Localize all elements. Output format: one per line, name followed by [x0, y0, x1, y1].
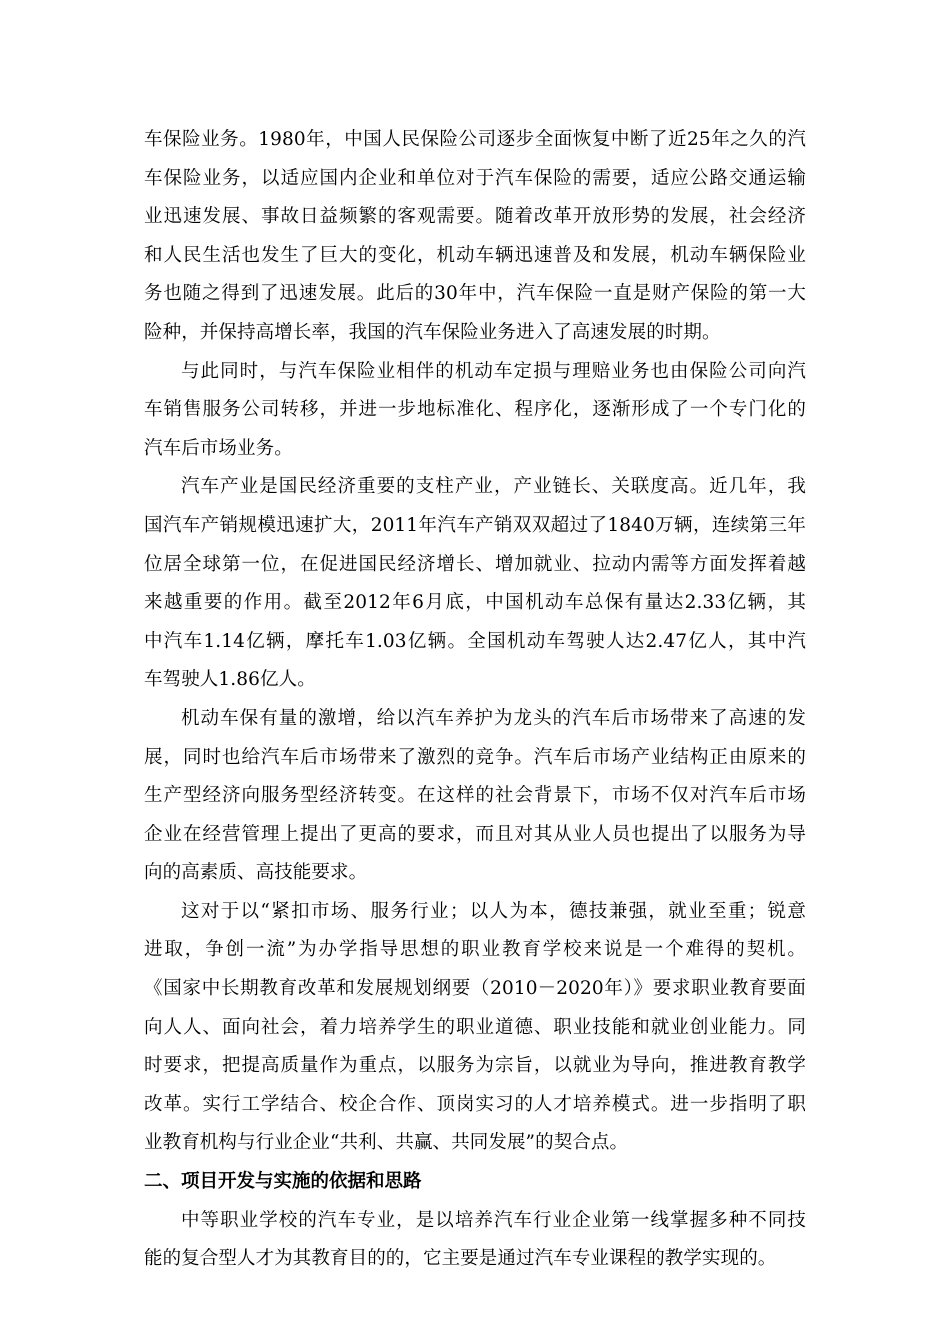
paragraph-3	[144, 468, 806, 700]
text-line: 车保险业务。1980年，中国人民保险公司逐步全面恢复中断了近25年之久的汽	[144, 129, 806, 150]
text-line: 汽车后市场业务。	[144, 437, 293, 459]
paragraph-1	[144, 121, 806, 353]
text-line: 时要求，把提高质量作为重点，以服务为宗旨，以就业为导向，推进教育教学	[144, 1055, 806, 1077]
text-line: 中等职业学校的汽车专业，是以培养汽车行业企业第一线掌握多种不同技	[181, 1209, 806, 1231]
text-line: 《国家中长期教育改革和发展规划纲要（2010－2020年）》要求职业教育要面	[144, 978, 806, 1000]
text-line: 位居全球第一位，在促进国民经济增长、增加就业、拉动内需等方面发挥着越	[144, 553, 806, 575]
text-line: 这对于以“紧扣市场、服务行业；以人为本，德技兼强，就业至重；锐意	[181, 900, 806, 922]
paragraph-5	[144, 893, 806, 1163]
text-line: 中汽车1.14亿辆，摩托车1.03亿辆。全国机动车驾驶人达2.47亿人，其中汽	[144, 630, 806, 652]
text-line: 业迅速发展、事故日益频繁的客观需要。随着改革开放形势的发展，社会经济	[144, 206, 806, 228]
text-line: 国汽车产销规模迅速扩大，2011年汽车产销双双超过了1840万辆，连续第三年	[144, 514, 806, 536]
text-line: 机动车保有量的激增，给以汽车养护为龙头的汽车后市场带来了高速的发	[181, 707, 806, 729]
text-line: 险种，并保持高增长率，我国的汽车保险业务进入了高速发展的时期。	[144, 321, 721, 343]
text-line: 进取，争创一流”为办学指导思想的职业教育学校来说是一个难得的契机。	[144, 939, 806, 961]
text-line: 来越重要的作用。截至2012年6月底，中国机动车总保有量达2.33亿辆，其	[144, 592, 806, 614]
text-line: 和人民生活也发生了巨大的变化，机动车辆迅速普及和发展，机动车辆保险业	[144, 244, 806, 266]
text-line: 企业在经营管理上提出了更高的要求，而且对其从业人员也提出了以服务为导	[144, 823, 806, 845]
text-line: 能的复合型人才为其教育目的的，它主要是通过汽车专业课程的教学实现的。	[144, 1248, 777, 1270]
text-line: 改革。实行工学结合、校企合作、顶岗实习的人才培养模式。进一步指明了职	[144, 1093, 806, 1115]
text-line: 汽车产业是国民经济重要的支柱产业，产业链长、关联度高。近几年，我	[181, 476, 806, 498]
text-line: 向人人、面向社会，着力培养学生的职业道德、职业技能和就业创业能力。同	[144, 1016, 806, 1038]
text-line: 展，同时也给汽车后市场带来了激烈的竞争。汽车后市场产业结构正由原来的	[144, 746, 806, 768]
paragraph-2	[144, 353, 806, 469]
text-line: 向的高素质、高技能要求。	[144, 862, 368, 884]
text-line: 车保险业务，以适应国内企业和单位对于汽车保险的需要，适应公路交通运输	[144, 167, 806, 189]
document-page	[144, 121, 806, 1279]
paragraph-4	[144, 700, 806, 893]
text-line: 车销售服务公司转移，并进一步地标准化、程序化，逐渐形成了一个专门化的	[144, 399, 806, 421]
text-line: 生产型经济向服务型经济转变。在这样的社会背景下，市场不仅对汽车后市场	[144, 785, 806, 807]
text-line: 业教育机构与行业企业“共利、共赢、共同发展”的契合点。	[144, 1132, 629, 1154]
text-line: 与此同时，与汽车保险业相伴的机动车定损与理赔业务也由保险公司向汽	[181, 360, 806, 382]
section-heading: 二、项目开发与实施的依据和思路	[144, 1171, 422, 1193]
closing-paragraph	[144, 1202, 806, 1279]
text-line: 车驾驶人1.86亿人。	[144, 669, 316, 691]
text-line: 务也随之得到了迅速发展。此后的30年中，汽车保险一直是财产保险的第一大	[144, 283, 806, 305]
